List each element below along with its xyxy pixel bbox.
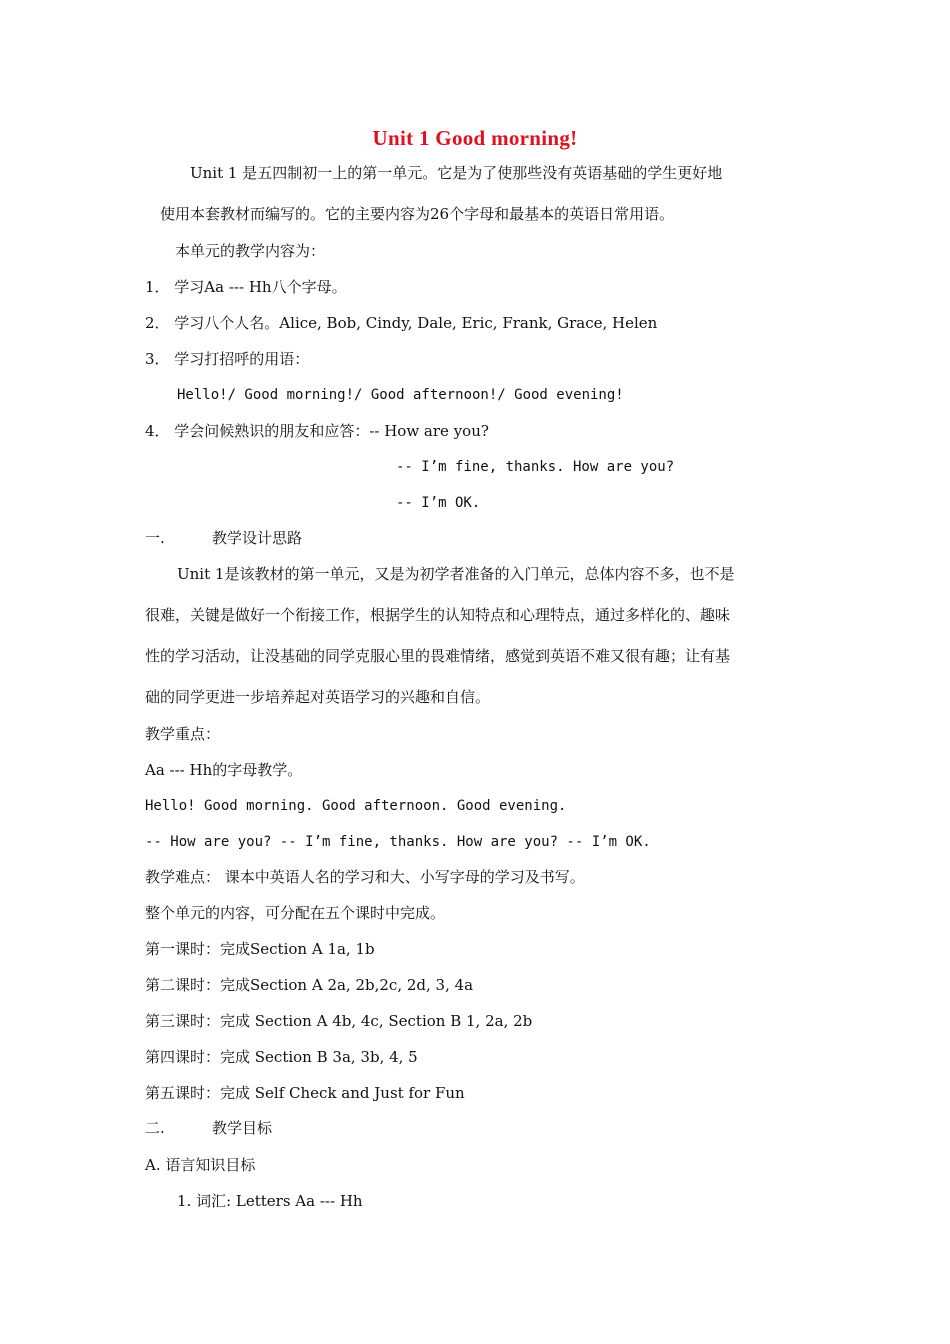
section-1-number: 一. (145, 529, 165, 547)
content-item-3: 3． 学习打招呼的用语： (145, 350, 310, 368)
lesson-3: 第三课时：完成 Section A 4b, 4c, Section B 1, 2a, 2b (145, 1012, 533, 1030)
section-2-subheading-a: A. 语言知识目标 (145, 1156, 256, 1174)
intro-line-2: 使用本套教材而编写的。它的主要内容为26个字母和最基本的英语日常用语。 (160, 205, 675, 223)
content-item-2: 2． 学习八个人名。Alice, Bob, Cindy, Dale, Eric, Frank, Grace, Helen (145, 314, 658, 332)
schedule-intro: 整个单元的内容，可分配在五个课时中完成。 (145, 904, 446, 922)
key-point-2: Hello! Good morning. Good afternoon. Good evening. (145, 798, 567, 814)
content-item-4-reply-2: -- I’m OK. (396, 495, 481, 511)
lesson-5: 第五课时：完成 Self Check and Just for Fun (145, 1084, 465, 1102)
content-item-4-reply-1: -- I’m fine, thanks. How are you? (396, 459, 675, 475)
key-points-label: 教学重点： (145, 725, 221, 743)
section-1-paragraph-line-3: 性的学习活动，让没基础的同学克服心里的畏难情绪，感觉到英语不难又很有趣；让有基 (145, 647, 731, 665)
difficulty-line: 教学难点： 课本中英语人名的学习和大、小写字母的学习及书写。 (145, 868, 585, 886)
document-title: Unit 1 Good morning! (372, 126, 578, 150)
lesson-1: 第一课时：完成Section A 1a, 1b (145, 940, 375, 958)
section-1-paragraph-line-4: 础的同学更进一步培养起对英语学习的兴趣和自信。 (145, 688, 491, 706)
content-item-1: 1． 学习Aa --- Hh八个字母。 (145, 278, 347, 296)
section-2-heading: 教学目标 (212, 1119, 273, 1137)
intro-line-3: 本单元的教学内容为： (175, 242, 326, 260)
key-point-3: -- How are you? -- I’m fine, thanks. How are you? -- I’m OK. (145, 834, 651, 850)
section-1-paragraph-line-1: Unit 1是该教材的第一单元，又是为初学者准备的入门单元，总体内容不多，也不是 (177, 565, 735, 583)
content-item-3-detail: Hello!/ Good morning!/ Good afternoon!/ Good evening! (177, 387, 624, 403)
section-1-heading: 教学设计思路 (212, 529, 303, 547)
key-point-1: Aa --- Hh的字母教学。 (145, 761, 303, 779)
content-item-4: 4． 学会问候熟识的朋友和应答：-- How are you? (145, 422, 489, 440)
section-1-paragraph-line-2: 很难，关键是做好一个衔接工作，根据学生的认知特点和心理特点，通过多样化的、趣味 (145, 606, 731, 624)
lesson-2: 第二课时：完成Section A 2a, 2b,2c, 2d, 3, 4a (145, 976, 474, 994)
section-2-number: 二. (145, 1119, 165, 1137)
intro-line-1: Unit 1 是五四制初一上的第一单元。它是为了使那些没有英语基础的学生更好地 (190, 164, 723, 182)
section-2-vocab: 1. 词汇: Letters Aa --- Hh (177, 1192, 363, 1210)
lesson-4: 第四课时：完成 Section B 3a, 3b, 4, 5 (145, 1048, 418, 1066)
